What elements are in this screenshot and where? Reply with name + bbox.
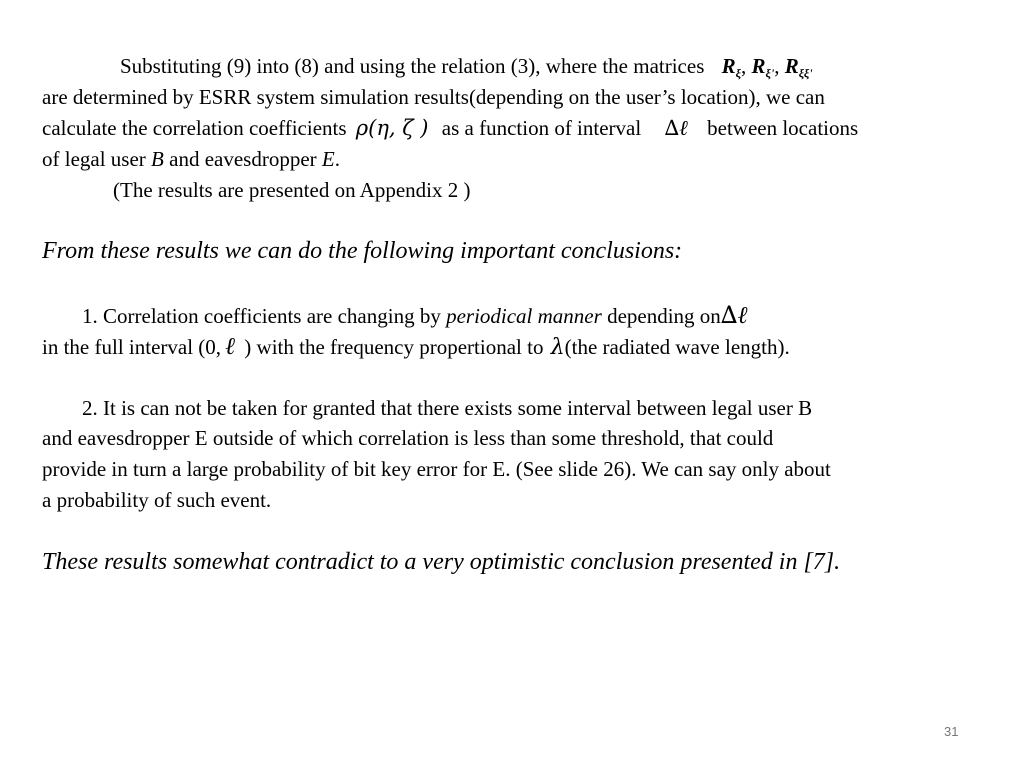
conclusion2-line1: 2. It is can not be taken for granted that there exists some interval between legal user B [82,396,813,420]
paragraph1-text-4a: of legal user [42,147,146,171]
eavesdropper-e: E [321,147,335,171]
conclusion2-line2: and eavesdropper E outside of which correlation is less than some threshold, that could [42,426,774,450]
conclusion1-line2 [42,331,790,363]
conclusion2-line3: provide in turn a large probability of bit key error for E. (See slide 26). We can say only about [42,457,831,481]
delta-ell-symbol: ∆ℓ [720,301,748,329]
separator: , [741,54,747,78]
appendix-note: (The results are presented on Appendix 2 ) [113,178,471,202]
matrix-r-xi: $R_\xi$ [721,54,742,80]
closing-statement: These results somewhat contradict to a very optimistic conclusion presented in [7]. [42,549,841,575]
delta-ell-symbol: ∆ℓ [664,116,688,140]
matrix-r-xi-prime: $R_{\xi'}$ [751,54,775,80]
paragraph1-line3 [42,113,858,143]
periodical-manner: periodical manner [446,304,602,328]
paragraph1-line4 [42,144,340,174]
paragraph1-text-3b: as a function of interval [441,116,642,140]
conclusion1-text-2a: in the full interval (0, [42,335,222,359]
conclusion1-text-2b: ) with the frequency propertional to [244,335,544,359]
conclusion1-text-2c: (the radiated wave length). [564,335,790,359]
paragraph1-text-1: Substituting (9) into (8) and using the relation (3), where the matrices [120,54,705,78]
paragraph1-line2: are determined by ESRR system simulation results(depending on the user’s location), we can [42,85,825,109]
conclusions-heading: From these results we can do the following important conclusions: [42,238,683,264]
conclusion1-line1 [82,300,748,331]
paragraph1-text-3a: calculate the correlation coefficients [42,116,347,140]
conclusion2-line4: a probability of such event. [42,488,272,512]
separator: , [774,54,780,78]
conclusion1-text-1b: depending on [607,304,721,328]
ell-symbol: ℓ [225,332,236,360]
conclusion1-text-1a: 1. Correlation coefficients are changing by [82,304,441,328]
rho-expression: ρ(η, ζ ) [355,116,429,140]
legal-user-b: B [151,147,164,171]
page-number: 31 [944,724,959,739]
paragraph1-text-4b: and eavesdropper [169,147,317,171]
paragraph1-text-3c: between locations [707,116,859,140]
matrix-r-xi-xi-prime: $R_{\xi\xi'}$ [784,54,813,80]
lambda-symbol: λ [550,335,565,360]
period: . [334,147,340,171]
